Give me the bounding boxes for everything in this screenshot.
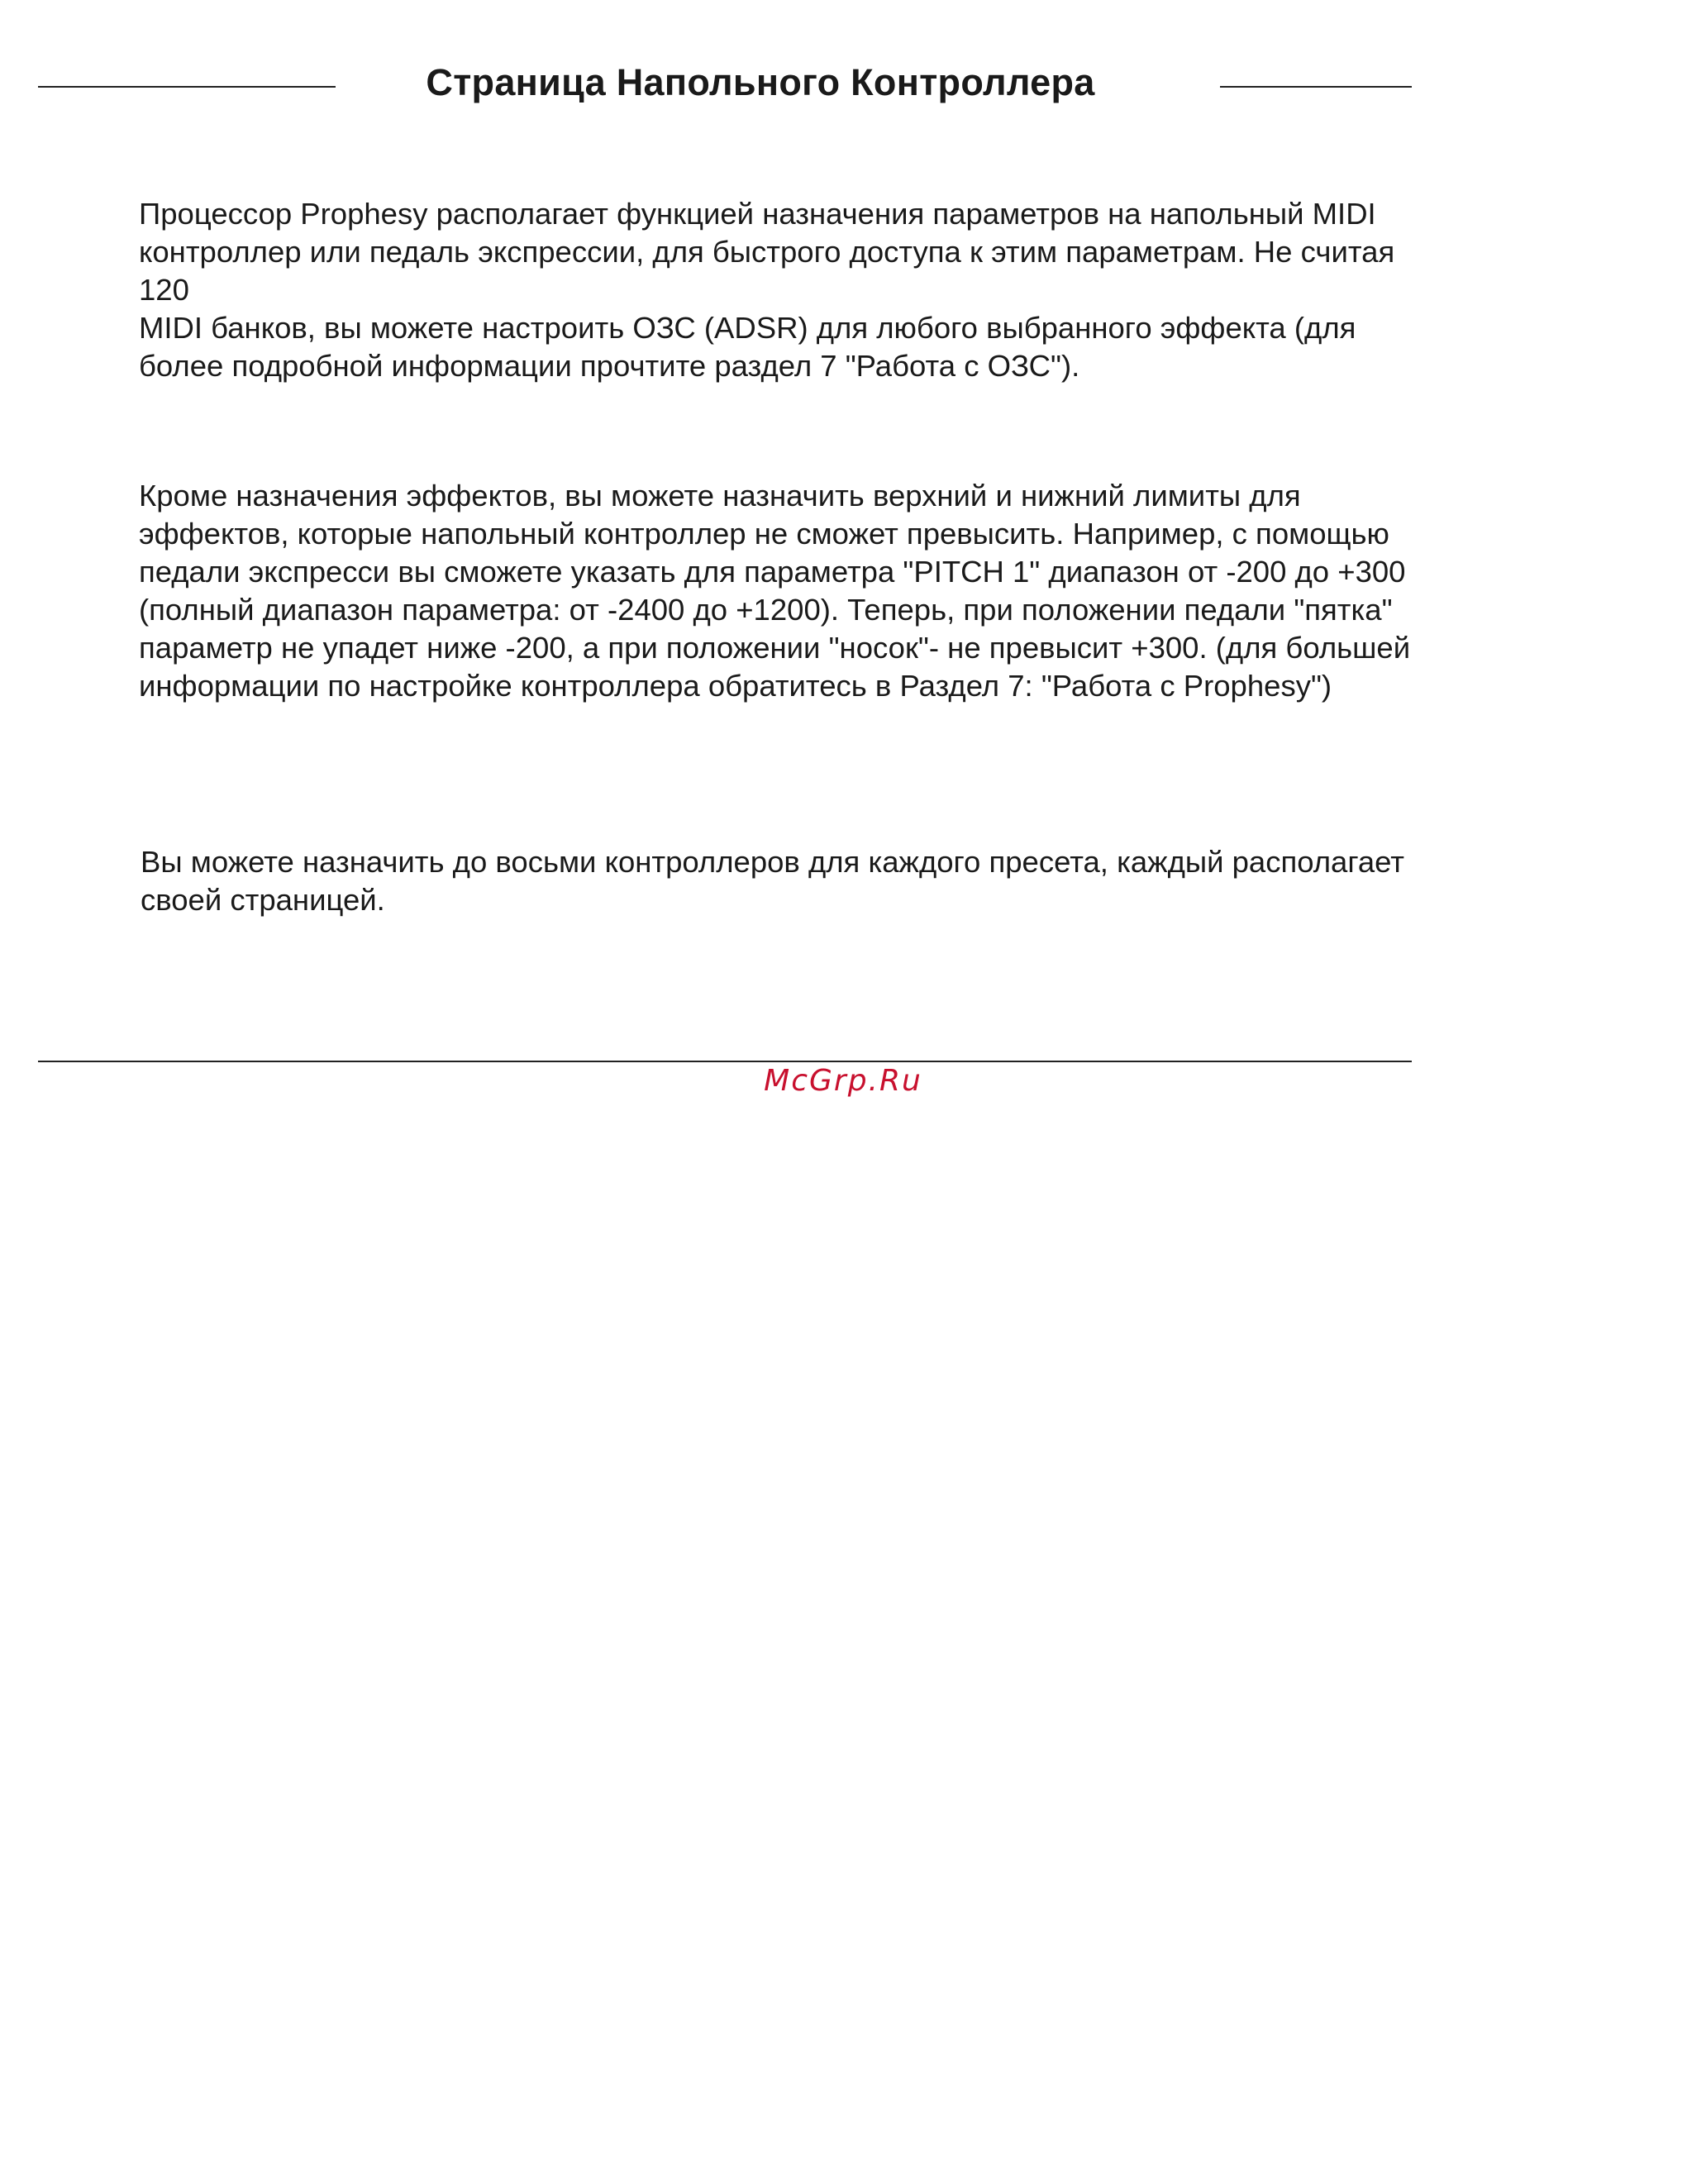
header-rule-right bbox=[1220, 86, 1412, 88]
site-watermark: McGrp.Ru bbox=[764, 1064, 922, 1098]
paragraph-intro: Процессор Prophesy располагает функцией назначения параметров на напольный MIDI контроллер или педаль экспрессии, для быстрого доступа к этим параметрам. Не считая 120 MIDI банков, вы можете настроить ОЗС (ADSR) для любого выбранного эффекта (для более подробной информации прочтите раздел 7 "Работа с ОЗС"). bbox=[139, 197, 1395, 383]
header-rule-left bbox=[38, 86, 336, 88]
paragraph-controllers: Вы можете назначить до восьми контроллеров для каждого пресета, каждый располагает своей страницей. bbox=[141, 845, 1404, 917]
paragraph-limits: Кроме назначения эффектов, вы можете назначить верхний и нижний лимиты для эффектов, которые напольный контроллер не сможет превысить. Например, с помощью педали экспресси вы сможете указать для параметра "PITCH 1" диапазон от -200 до +300 (полный диапазон параметра: от -2400 до +1200). Теперь, при положении педали "пятка" параметр не упадет ниже -200, а при положении "носок"- не превысит +300. (для большей информации по настройке контроллера обратитесь в Раздел 7: "Работа с Prophesy") bbox=[139, 479, 1411, 703]
page-title: Страница Напольного Контроллера bbox=[426, 61, 1095, 103]
